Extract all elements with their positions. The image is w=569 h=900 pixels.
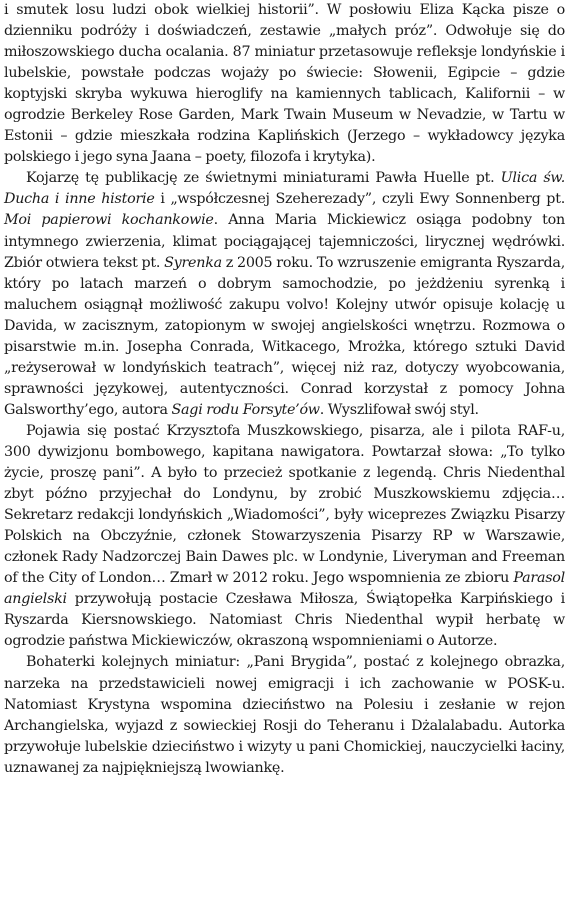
book-title-italic: Parasol angielski [4,570,565,608]
book-title-italic: Syrenka [164,254,222,271]
text-run: przywołują postacie Czesława Miłosza, Świątopełka Karpińskiego i Ryszarda Kiersnowskiego. Natomiast Chris Niedenthal wypił herbatę w ogrodzie państwa Mickiewiczów, okraszoną wspomnieniami o Autorze. [4,591,565,650]
book-title-italic: Ulica św. Ducha i inne historie [4,170,565,208]
text-run: Kojarzę tę publikację ze świetnymi miniaturami Pawła Huelle pt. [26,170,501,187]
book-title-italic: Moi papierowi kochankowie [4,212,214,229]
text-run: Pojawia się postać Krzysztofa Muszkowskiego, pisarza, ale i pilota RAF-u, 300 dywizjonu bombowego, kapitana nawigatora. Powtarzał słowa: „To tylko życie, proszę pani”. A było to przecież spotkanie z legendą. Chris Niedenthal zbyt późno przyjechał do Londynu, by zrobić Muszkowskiemu zdjęcia… Sekretarz redakcji londyńskich „Wiadomości”, były wiceprezes Związku Pisarzy Polskich na Obczyźnie, członek Stowarzyszenia Pisarzy RP w Warszawie, członek Rady Nadzorczej Bain Dawes plc. w Londynie, Liveryman and Freeman of the City of London… Zmarł w 2012 roku. Jego wspomnienia ze zbioru [4,422,565,587]
text-run: i „współczesnej Szeherezady”, czyli Ewy Sonnenberg pt. [154,191,565,208]
text-run: i smutek losu ludzi obok wielkiej historii”. W posłowiu Eliza Kącka pisze o dzienniku podróży i doświadczeń, zestawie „małych próz”. Odwołuje się do miłoszowskiego ducha ocalania. 87 miniatur przetasowuje refleksje londyńskie i lubelskie, powstałe podczas wojaży po świecie: Słowenii, Egipcie – gdzie koptyjski skryba wykuwa hieroglify na kamiennych tablicach, Kalifornii – w ogrodzie Berkeley Rose Garden, Mark Twain Museum w Nevadzie, w Tartu w Estonii – gdzie mieszkała rodzina Kaplińskich (Jerzego – wykładowcy języka polskiego i jego syna Jaana – poety, filozofa i krytyka). [4,2,565,166]
text-run: z 2005 roku. To wzruszenie emigranta Ryszarda, który po latach marzeń o dobrym samochodzie, po jeżdżeniu syrenką i maluchem osiągnął możliwość zakupu volvo! Kolejny utwór opisuje kolację u Davida, w zacisznym, zatopionym w swojej angielskości wnętrzu. Rozmowa o pisarstwie m.in. Josepha Conrada, Witkacego, Mrożka, którego sztuki David „reżyserował w londyńskich teatrach”, więcej niż raz, dotyczy wyobcowania, sprawności językowej, autentyczności. Conrad korzystał z pomocy Johna Galsworthy’ego, autora [4,254,565,418]
text-run: . Anna Maria Mickiewicz osiąga podobny ton intymnego zwierzenia, klimat pociągającej tajemniczości, lirycznej wędrówki. Zbiór otwiera tekst pt. [4,212,565,271]
book-title-italic: Sagi rodu Forsyte’ów [171,401,320,418]
paragraph-4 [4,652,565,778]
text-run: Bohaterki kolejnych miniatur: „Pani Brygida”, postać z kolejnego obrazka, narzeka na przedstawicieli nowej emigracji i ich zachowanie w POSK-u. Natomiast Krystyna wspomina dzieciństwo na Polesiu i zesłanie w rejon Archangielska, wyjazd z sowieckiej Rosji do Teheranu i Dżalalabadu. Autorka przywołuje lubelskie dzieciństwo i wizyty u pani Chomickiej, nauczycielki łaciny, uznawanej za najpiękniejszą lwowiankę. [4,654,565,776]
paragraph-1 [4,0,565,168]
paragraph-2 [4,168,565,421]
text-run: . Wyszlifował swój styl. [319,401,479,418]
paragraph-3 [4,421,565,653]
document-page [4,0,565,779]
